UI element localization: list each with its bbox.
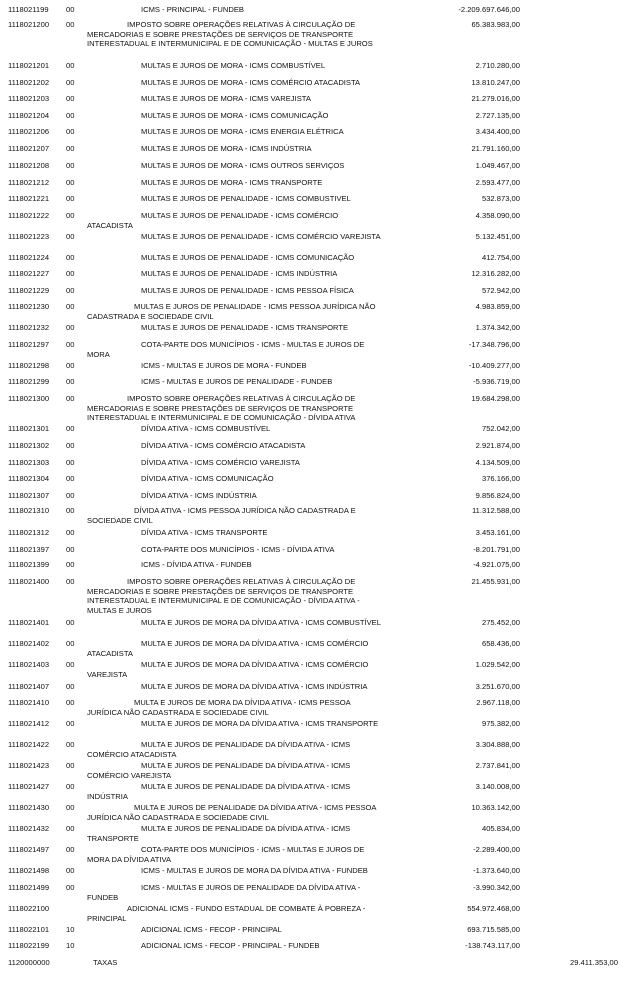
account-code: 1118022100 <box>8 904 50 913</box>
account-code: 1118021207 <box>8 144 50 153</box>
account-code: 1118021499 <box>8 883 50 892</box>
account-code: 1118021222 <box>8 211 50 220</box>
account-code: 1118021232 <box>8 323 50 332</box>
account-code: 1118021224 <box>8 253 50 262</box>
account-description: MULTAS E JUROS DE PENALIDADE - ICMS COMUNICAÇÃO <box>141 253 355 262</box>
source-code: 00 <box>66 458 75 467</box>
account-description: DÍVIDA ATIVA - ICMS COMBUSTÍVEL <box>141 424 271 433</box>
account-code: 1118021397 <box>8 545 50 554</box>
account-description: COTA-PARTE DOS MUNICÍPIOS - ICMS - DÍVIDA ATIVA <box>141 545 335 554</box>
account-code: 1118021303 <box>8 458 50 467</box>
account-code: 1118021423 <box>8 761 50 770</box>
account-description: MULTAS E JUROS DE MORA - ICMS VAREJISTA <box>141 94 311 103</box>
source-code: 00 <box>66 127 75 136</box>
account-code: 1118021202 <box>8 78 50 87</box>
account-value: -3.990.342,00 <box>473 883 520 892</box>
source-code: 00 <box>66 474 75 483</box>
account-value: 1.374.342,00 <box>475 323 520 332</box>
source-code: 00 <box>66 441 75 450</box>
source-code: 00 <box>66 698 75 707</box>
account-description: COTA-PARTE DOS MUNICÍPIOS - ICMS - MULTAS E JUROS DE MORA DA DÍVIDA ATIVA <box>87 845 365 864</box>
account-value: 2.710.280,00 <box>475 61 520 70</box>
account-description: ADICIONAL ICMS - FECOP - PRINCIPAL - FUNDEB <box>141 941 320 950</box>
account-value: 12.316.282,00 <box>471 269 520 278</box>
source-code: 00 <box>66 394 75 403</box>
account-description: ADICIONAL ICMS - FUNDO ESTADUAL DE COMBATE À POBREZA - PRINCIPAL <box>87 904 366 923</box>
source-code: 00 <box>66 323 75 332</box>
source-code: 00 <box>66 560 75 569</box>
account-description: IMPOSTO SOBRE OPERAÇÕES RELATIVAS À CIRCULAÇÃO DE MERCADORIAS E SOBRE PRESTAÇÕES DE SERVIÇOS DE TRANSPORTE INTERESTADUAL E INTERMUNICIPAL E DE COMUNICAÇÃO - DÍVIDA ATIVA <box>87 394 356 423</box>
account-description: ICMS - PRINCIPAL - FUNDEB <box>141 5 244 14</box>
source-code: 00 <box>66 161 75 170</box>
account-description: MULTA E JUROS DE PENALIDADE DA DÍVIDA ATIVA - ICMS TRANSPORTE <box>87 824 351 843</box>
account-description: MULTA E JUROS DE MORA DA DÍVIDA ATIVA - ICMS TRANSPORTE <box>141 719 379 728</box>
account-value: 3.453.161,00 <box>475 528 520 537</box>
source-code: 00 <box>66 719 75 728</box>
account-value: 3.140.008,00 <box>475 782 520 791</box>
source-code: 00 <box>66 269 75 278</box>
source-code: 00 <box>66 577 75 586</box>
account-code: 1118021212 <box>8 178 50 187</box>
account-code: 1118021403 <box>8 660 50 669</box>
account-value: 19.684.298,00 <box>471 394 520 403</box>
account-code: 1118022199 <box>8 941 50 950</box>
account-code: 1118021312 <box>8 528 50 537</box>
account-value: 975.382,00 <box>481 719 520 728</box>
account-value: 2.593.477,00 <box>475 178 520 187</box>
account-description: DÍVIDA ATIVA - ICMS INDÚSTRIA <box>141 491 257 500</box>
account-description: MULTAS E JUROS DE PENALIDADE - ICMS PESSOA JURÍDICA NÃO CADASTRADA E SOCIEDADE CIVIL <box>87 302 376 321</box>
account-description: ICMS - DÍVIDA ATIVA - FUNDEB <box>141 560 252 569</box>
account-value: 275.452,00 <box>481 618 520 627</box>
account-code: 1118021497 <box>8 845 50 854</box>
source-code: 00 <box>66 845 75 854</box>
account-value: 412.754,00 <box>481 253 520 262</box>
account-code: 1118021412 <box>8 719 50 728</box>
account-code: 1118021302 <box>8 441 50 450</box>
account-description: MULTAS E JUROS DE PENALIDADE - ICMS COMBUSTIVEL <box>141 194 351 203</box>
source-code: 00 <box>66 545 75 554</box>
account-code: 1118021410 <box>8 698 50 707</box>
account-value: 693.715.585,00 <box>467 925 520 934</box>
source-code: 00 <box>66 94 75 103</box>
account-description: IMPOSTO SOBRE OPERAÇÕES RELATIVAS À CIRCULAÇÃO DE MERCADORIAS E SOBRE PRESTAÇÕES DE SERVIÇOS DE TRANSPORTE INTERESTADUAL E INTERMUNICIPAL E DE COMUNICAÇÃO - MULTAS E JUROS <box>87 20 373 49</box>
account-description: MULTAS E JUROS DE MORA - ICMS INDÚSTRIA <box>141 144 312 153</box>
account-code: 1118021407 <box>8 682 50 691</box>
source-code: 00 <box>66 78 75 87</box>
source-code: 00 <box>66 660 75 669</box>
account-description: MULTA E JUROS DE MORA DA DÍVIDA ATIVA - ICMS COMÉRCIO ATACADISTA <box>87 639 369 658</box>
account-code: 1118021310 <box>8 506 50 515</box>
account-value: 1.029.542,00 <box>475 660 520 669</box>
account-code: 1118021298 <box>8 361 50 370</box>
account-description: DÍVIDA ATIVA - ICMS COMUNICAÇÃO <box>141 474 274 483</box>
source-code: 00 <box>66 639 75 648</box>
account-code: 1118021299 <box>8 377 50 386</box>
account-value: 658.436,00 <box>481 639 520 648</box>
account-value: 29.411.353,00 <box>570 958 618 967</box>
account-value: 4.358.090,00 <box>475 211 520 220</box>
account-value: -138.743.117,00 <box>465 941 520 950</box>
account-value: -2.209.697.646,00 <box>458 5 520 14</box>
account-description: MULTAS E JUROS DE MORA - ICMS COMÉRCIO ATACADISTA <box>141 78 361 87</box>
account-value: 21.455.931,00 <box>471 577 520 586</box>
account-value: -8.201.791,00 <box>473 545 520 554</box>
account-code: 1118021300 <box>8 394 50 403</box>
account-value: -5.936.719,00 <box>473 377 520 386</box>
source-code: 00 <box>66 618 75 627</box>
account-description: DÍVIDA ATIVA - ICMS PESSOA JURÍDICA NÃO CADASTRADA E SOCIEDADE CIVIL <box>87 506 356 525</box>
account-description: MULTA E JUROS DE MORA DA DÍVIDA ATIVA - ICMS COMÉRCIO VAREJISTA <box>87 660 369 679</box>
account-value: 2.737.841,00 <box>475 761 520 770</box>
account-value: 21.279.016,00 <box>471 94 520 103</box>
source-code: 00 <box>66 232 75 241</box>
account-code: 1118022101 <box>8 925 50 934</box>
account-description: TAXAS <box>93 958 118 967</box>
account-description: ICMS - MULTAS E JUROS DE MORA DA DÍVIDA ATIVA - FUNDEB <box>141 866 368 875</box>
account-value: -10.409.277,00 <box>468 361 520 370</box>
account-value: 376.166,00 <box>481 474 520 483</box>
account-description: MULTA E JUROS DE MORA DA DÍVIDA ATIVA - ICMS COMBUSTÍVEL <box>141 618 381 627</box>
account-code: 1118021304 <box>8 474 50 483</box>
source-code: 00 <box>66 340 75 349</box>
account-code: 1118021229 <box>8 286 50 295</box>
source-code: 00 <box>66 740 75 749</box>
account-description: MULTAS E JUROS DE MORA - ICMS TRANSPORTE <box>141 178 323 187</box>
source-code: 00 <box>66 361 75 370</box>
account-code: 1118021400 <box>8 577 50 586</box>
account-description: DÍVIDA ATIVA - ICMS COMÉRCIO VAREJISTA <box>141 458 300 467</box>
account-code: 1118021208 <box>8 161 50 170</box>
source-code: 00 <box>66 824 75 833</box>
source-code: 00 <box>66 20 75 29</box>
account-description: MULTA E JUROS DE PENALIDADE DA DÍVIDA ATIVA - ICMS COMÉRCIO ATACADISTA <box>87 740 351 759</box>
account-description: MULTAS E JUROS DE MORA - ICMS COMUNICAÇÃO <box>141 111 329 120</box>
account-code: 1118021206 <box>8 127 50 136</box>
account-value: -4.921.075,00 <box>473 560 520 569</box>
source-code: 00 <box>66 866 75 875</box>
account-code: 1118021430 <box>8 803 50 812</box>
account-value: 3.434.400,00 <box>475 127 520 136</box>
account-value: -17.348.796,00 <box>468 340 520 349</box>
account-code: 1118021204 <box>8 111 50 120</box>
source-code: 00 <box>66 302 75 311</box>
source-code: 00 <box>66 782 75 791</box>
account-value: 572.942,00 <box>481 286 520 295</box>
account-value: 2.967.118,00 <box>476 698 520 707</box>
source-code: 00 <box>66 178 75 187</box>
account-description: MULTAS E JUROS DE PENALIDADE - ICMS TRANSPORTE <box>141 323 349 332</box>
account-code: 1118021297 <box>8 340 50 349</box>
account-description: ICMS - MULTAS E JUROS DE PENALIDADE DA DÍVIDA ATIVA - FUNDEB <box>87 883 361 902</box>
account-description: MULTA E JUROS DE PENALIDADE DA DÍVIDA ATIVA - ICMS COMÉRCIO VAREJISTA <box>87 761 351 780</box>
account-value: 3.251.670,00 <box>475 682 520 691</box>
source-code: 10 <box>66 925 75 934</box>
account-code: 1118021422 <box>8 740 50 749</box>
account-code: 1118021432 <box>8 824 50 833</box>
source-code: 00 <box>66 528 75 537</box>
account-value: 2.727.135,00 <box>475 111 520 120</box>
account-description: ADICIONAL ICMS - FECOP - PRINCIPAL <box>141 925 282 934</box>
account-description: MULTAS E JUROS DE PENALIDADE - ICMS COMÉRCIO VAREJISTA <box>141 232 381 241</box>
source-code: 00 <box>66 491 75 500</box>
account-code: 1118021301 <box>8 424 50 433</box>
account-description: MULTAS E JUROS DE MORA - ICMS OUTROS SERVIÇOS <box>141 161 345 170</box>
account-code: 1118021230 <box>8 302 50 311</box>
source-code: 00 <box>66 682 75 691</box>
source-code: 00 <box>66 144 75 153</box>
source-code: 00 <box>66 5 75 14</box>
account-code: 1118021307 <box>8 491 50 500</box>
account-code: 1118021201 <box>8 61 50 70</box>
account-description: DÍVIDA ATIVA - ICMS TRANSPORTE <box>141 528 268 537</box>
account-description: MULTAS E JUROS DE PENALIDADE - ICMS COMÉRCIO ATACADISTA <box>87 211 339 230</box>
account-value: -1.373.640,00 <box>473 866 520 875</box>
account-description: COTA-PARTE DOS MUNICÍPIOS - ICMS - MULTAS E JUROS DE MORA <box>87 340 365 359</box>
account-value: 9.856.824,00 <box>475 491 520 500</box>
account-description: MULTA E JUROS DE MORA DA DÍVIDA ATIVA - ICMS PESSOA JURÍDICA NÃO CADASTRADA E SOCIEDADE CIVIL <box>87 698 351 717</box>
source-code: 00 <box>66 883 75 892</box>
account-value: 65.383.983,00 <box>471 20 520 29</box>
account-code: 1118021199 <box>8 5 49 14</box>
account-description: ICMS - MULTAS E JUROS DE PENALIDADE - FUNDEB <box>141 377 333 386</box>
source-code: 10 <box>66 941 75 950</box>
account-value: 10.363.142,00 <box>471 803 520 812</box>
account-code: 1118021200 <box>8 20 50 29</box>
account-description: MULTAS E JUROS DE PENALIDADE - ICMS INDÚSTRIA <box>141 269 338 278</box>
source-code: 00 <box>66 424 75 433</box>
account-code: 1118021227 <box>8 269 50 278</box>
account-value: 4.134.509,00 <box>475 458 520 467</box>
account-code: 1118021427 <box>8 782 50 791</box>
account-code: 1118021223 <box>8 232 50 241</box>
account-value: 2.921.874,00 <box>475 441 520 450</box>
source-code: 00 <box>66 111 75 120</box>
account-value: 1.049.467,00 <box>475 161 520 170</box>
account-description: MULTA E JUROS DE MORA DA DÍVIDA ATIVA - ICMS INDÚSTRIA <box>141 682 368 691</box>
source-code: 00 <box>66 761 75 770</box>
account-value: 405.834,00 <box>481 824 520 833</box>
account-code: 1118021401 <box>8 618 50 627</box>
source-code: 00 <box>66 194 75 203</box>
account-value: 4.983.859,00 <box>475 302 520 311</box>
account-value: 554.972.468,00 <box>467 904 520 913</box>
account-description: MULTAS E JUROS DE PENALIDADE - ICMS PESSOA FÍSICA <box>141 286 354 295</box>
account-value: 13.810.247,00 <box>471 78 520 87</box>
account-description: MULTA E JUROS DE PENALIDADE DA DÍVIDA ATIVA - ICMS INDÚSTRIA <box>87 782 351 801</box>
source-code: 00 <box>66 377 75 386</box>
account-description: MULTAS E JUROS DE MORA - ICMS COMBUSTÍVEL <box>141 61 326 70</box>
account-code: 1120000000 <box>8 958 50 967</box>
source-code: 00 <box>66 61 75 70</box>
account-value: 5.132.451,00 <box>475 232 520 241</box>
account-value: 11.312.588,00 <box>472 506 520 515</box>
account-value: 752.042,00 <box>481 424 520 433</box>
account-code: 1118021402 <box>8 639 50 648</box>
account-value: 21.791.160,00 <box>471 144 520 153</box>
source-code: 00 <box>66 506 75 515</box>
source-code: 00 <box>66 286 75 295</box>
account-description: ICMS - MULTAS E JUROS DE MORA - FUNDEB <box>141 361 307 370</box>
account-description: MULTAS E JUROS DE MORA - ICMS ENERGIA ELÉTRICA <box>141 127 344 136</box>
account-code: 1118021203 <box>8 94 50 103</box>
source-code: 00 <box>66 253 75 262</box>
account-description: DÍVIDA ATIVA - ICMS COMÉRCIO ATACADISTA <box>141 441 306 450</box>
account-value: -2.289.400,00 <box>473 845 520 854</box>
source-code: 00 <box>66 211 75 220</box>
account-code: 1118021399 <box>8 560 50 569</box>
source-code: 00 <box>66 803 75 812</box>
account-code: 1118021498 <box>8 866 50 875</box>
account-value: 3.304.888,00 <box>475 740 520 749</box>
account-description: IMPOSTO SOBRE OPERAÇÕES RELATIVAS À CIRCULAÇÃO DE MERCADORIAS E SOBRE PRESTAÇÕES DE SERVIÇOS DE TRANSPORTE INTERESTADUAL E INTERMUNICIPAL E DE COMUNICAÇÃO - DÍVIDA ATIVA - MULTAS E JUROS <box>87 577 360 615</box>
account-description: MULTA E JUROS DE PENALIDADE DA DÍVIDA ATIVA - ICMS PESSOA JURÍDICA NÃO CADASTRADA E SOCIEDADE CIVIL <box>87 803 377 822</box>
account-code: 1118021221 <box>8 194 50 203</box>
account-value: 532.873,00 <box>481 194 520 203</box>
